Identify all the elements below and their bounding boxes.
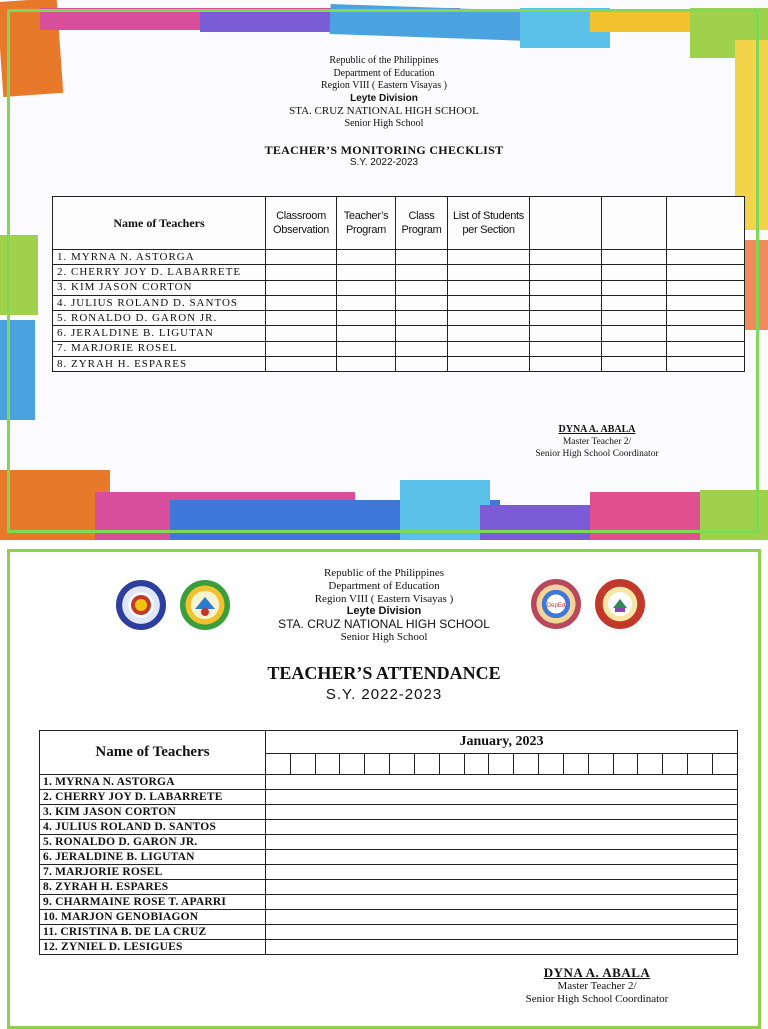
- teacher-name: 5. RONALDO D. GARON JR.: [53, 311, 266, 326]
- teacher-name: 8. ZYRAH H. ESPARES: [40, 880, 266, 895]
- day-cell[interactable]: [489, 754, 514, 775]
- day-cell[interactable]: [414, 754, 439, 775]
- table-header-row: [40, 731, 738, 754]
- letterhead: [0, 567, 768, 644]
- header-line: Classroom: [276, 210, 326, 222]
- check-cell[interactable]: [667, 341, 745, 356]
- signatory-name: DYNA A. ABALA: [543, 965, 651, 980]
- day-cell[interactable]: [613, 754, 638, 775]
- teacher-name: 10. MARJON GENOBIAGON: [40, 910, 266, 925]
- attendance-cell[interactable]: [266, 940, 738, 955]
- check-cell[interactable]: [530, 357, 602, 372]
- check-cell[interactable]: [667, 295, 745, 310]
- day-cell[interactable]: [638, 754, 663, 775]
- attendance-cell[interactable]: [266, 775, 738, 790]
- header-line: List of Students: [452, 210, 525, 222]
- check-cell[interactable]: [448, 295, 530, 310]
- table-row: [40, 850, 738, 865]
- table-row: [40, 880, 738, 895]
- teacher-name: 3. KIM JASON CORTON: [40, 805, 266, 820]
- table-row: [40, 895, 738, 910]
- attendance-cell[interactable]: [266, 895, 738, 910]
- check-cell[interactable]: [396, 341, 448, 356]
- teacher-name: 6. JERALDINE B. LIGUTAN: [40, 850, 266, 865]
- check-cell[interactable]: [667, 280, 745, 295]
- teacher-name: 12. ZYNIEL D. LESIGUES: [40, 940, 266, 955]
- letterhead: [0, 55, 768, 130]
- signatory-position: Senior High School Coordinator: [535, 449, 659, 459]
- check-cell[interactable]: [667, 311, 745, 326]
- check-cell[interactable]: [337, 341, 396, 356]
- check-cell[interactable]: [266, 280, 337, 295]
- check-cell[interactable]: [448, 341, 530, 356]
- check-cell[interactable]: [602, 265, 667, 280]
- teacher-name: 4. JULIUS ROLAND D. SANTOS: [40, 820, 266, 835]
- month-header: January, 2023: [266, 731, 738, 754]
- day-cell[interactable]: [514, 754, 539, 775]
- check-cell[interactable]: [448, 250, 530, 265]
- header-line: Class: [408, 210, 435, 222]
- table-row: [53, 357, 745, 372]
- check-cell[interactable]: [266, 311, 337, 326]
- column-header-blank: [667, 197, 745, 250]
- check-cell[interactable]: [448, 357, 530, 372]
- check-cell[interactable]: [602, 341, 667, 356]
- signatory-block: [497, 966, 697, 1007]
- signatory-name: DYNA A. ABALA: [558, 424, 636, 435]
- day-cell[interactable]: [712, 754, 737, 775]
- check-cell[interactable]: [667, 357, 745, 372]
- day-cell[interactable]: [688, 754, 713, 775]
- teacher-name: 7. MARJORIE ROSEL: [40, 865, 266, 880]
- attendance-cell[interactable]: [266, 835, 738, 850]
- day-cell[interactable]: [464, 754, 489, 775]
- check-cell[interactable]: [530, 250, 602, 265]
- teacher-name: 2. CHERRY JOY D. LABARRETE: [40, 790, 266, 805]
- attendance-cell[interactable]: [266, 850, 738, 865]
- letterhead-school: STA. CRUZ NATIONAL HIGH SCHOOL: [278, 617, 490, 632]
- table-row: [40, 910, 738, 925]
- check-cell[interactable]: [337, 311, 396, 326]
- table-row: [40, 805, 738, 820]
- signatory-position: Master Teacher 2/: [562, 437, 632, 447]
- attendance-cell[interactable]: [266, 865, 738, 880]
- check-cell[interactable]: [530, 280, 602, 295]
- check-cell[interactable]: [602, 311, 667, 326]
- table-row: [40, 925, 738, 940]
- letterhead-region: Region VIII ( Eastern Visayas ): [321, 80, 447, 91]
- check-cell[interactable]: [667, 326, 745, 341]
- letterhead-division: Leyte Division: [346, 605, 422, 618]
- check-cell[interactable]: [266, 295, 337, 310]
- check-cell[interactable]: [266, 326, 337, 341]
- decor-left-shape: [0, 320, 35, 420]
- header-line: Program: [401, 224, 442, 236]
- teacher-name: 1. MYRNA N. ASTORGA: [40, 775, 266, 790]
- table-row: [53, 341, 745, 356]
- teacher-name: 11. CRISTINA B. DE LA CRUZ: [40, 925, 266, 940]
- letterhead-republic: Republic of the Philippines: [329, 55, 439, 66]
- day-cell[interactable]: [290, 754, 315, 775]
- letterhead-school: STA. CRUZ NATIONAL HIGH SCHOOL: [289, 105, 479, 117]
- check-cell[interactable]: [337, 265, 396, 280]
- check-cell[interactable]: [530, 341, 602, 356]
- table-row: [53, 311, 745, 326]
- day-cell[interactable]: [539, 754, 564, 775]
- column-header-list-of-students: [448, 197, 530, 250]
- check-cell[interactable]: [266, 341, 337, 356]
- teacher-name: 4. JULIUS ROLAND D. SANTOS: [53, 295, 266, 310]
- attendance-cell[interactable]: [266, 805, 738, 820]
- day-cell[interactable]: [340, 754, 365, 775]
- decor-left-shape: [0, 235, 38, 315]
- teacher-name: 3. KIM JASON CORTON: [53, 280, 266, 295]
- check-cell[interactable]: [448, 311, 530, 326]
- column-header-name: Name of Teachers: [40, 731, 266, 775]
- check-cell[interactable]: [602, 326, 667, 341]
- page-title: TEACHER’S MONITORING CHECKLIST: [264, 143, 504, 157]
- check-cell[interactable]: [266, 250, 337, 265]
- check-cell[interactable]: [396, 280, 448, 295]
- table-row: [53, 326, 745, 341]
- decor-bottom-band-shape: [700, 490, 768, 540]
- check-cell[interactable]: [337, 280, 396, 295]
- check-cell[interactable]: [396, 265, 448, 280]
- signatory-block: [507, 424, 687, 460]
- svg-text:DepEd: DepEd: [546, 603, 566, 609]
- signatory-position: Senior High School Coordinator: [525, 993, 669, 1005]
- letterhead-department: Department of Education: [328, 579, 440, 592]
- check-cell[interactable]: [448, 265, 530, 280]
- teacher-name: 8. ZYRAH H. ESPARES: [53, 357, 266, 372]
- attendance-page: [0, 540, 768, 1024]
- check-cell[interactable]: [337, 295, 396, 310]
- check-cell[interactable]: [602, 250, 667, 265]
- attendance-cell[interactable]: [266, 925, 738, 940]
- letterhead-region: Region VIII ( Eastern Visayas ): [314, 592, 454, 605]
- check-cell[interactable]: [667, 265, 745, 280]
- check-cell[interactable]: [448, 326, 530, 341]
- check-cell[interactable]: [602, 280, 667, 295]
- check-cell[interactable]: [396, 295, 448, 310]
- check-cell[interactable]: [396, 311, 448, 326]
- column-header-teachers-program: [337, 197, 396, 250]
- teacher-name: 9. CHARMAINE ROSE T. APARRI: [40, 895, 266, 910]
- check-cell[interactable]: [396, 326, 448, 341]
- day-cell[interactable]: [439, 754, 464, 775]
- check-cell[interactable]: [266, 265, 337, 280]
- header-line: Observation: [272, 224, 329, 236]
- letterhead-republic: Republic of the Philippines: [323, 567, 445, 579]
- school-year: S.Y. 2022-2023: [325, 686, 443, 703]
- attendance-table: [39, 730, 738, 955]
- table-row: [40, 835, 738, 850]
- table-row: [40, 865, 738, 880]
- attendance-cell[interactable]: [266, 790, 738, 805]
- column-header-blank: [602, 197, 667, 250]
- day-cell[interactable]: [315, 754, 340, 775]
- teacher-name: 2. CHERRY JOY D. LABARRETE: [53, 265, 266, 280]
- letterhead-dept: Senior High School: [344, 117, 424, 129]
- table-row: [40, 775, 738, 790]
- table-row: [40, 790, 738, 805]
- header-line: per Section: [462, 224, 515, 236]
- teacher-name: 5. RONALDO D. GARON JR.: [40, 835, 266, 850]
- table-row: [53, 295, 745, 310]
- check-cell[interactable]: [667, 250, 745, 265]
- header-line: Program: [345, 224, 387, 236]
- attendance-cell[interactable]: [266, 880, 738, 895]
- day-cell[interactable]: [663, 754, 688, 775]
- teacher-name: 7. MARJORIE ROSEL: [53, 341, 266, 356]
- attendance-cell[interactable]: [266, 910, 738, 925]
- column-header-blank: [530, 197, 602, 250]
- decor-bottom-band-shape: [400, 480, 490, 540]
- decor-bottom-band-shape: [0, 470, 110, 540]
- table-row: [53, 265, 745, 280]
- column-header-name: Name of Teachers: [53, 197, 266, 250]
- check-cell[interactable]: [530, 326, 602, 341]
- check-cell[interactable]: [266, 357, 337, 372]
- monitoring-table: [52, 196, 745, 372]
- check-cell[interactable]: [530, 295, 602, 310]
- header-line: Teacher’s: [343, 210, 389, 222]
- letterhead-department: Department of Education: [333, 67, 435, 79]
- table-row: [40, 940, 738, 955]
- teacher-name: 6. JERALDINE B. LIGUTAN: [53, 326, 266, 341]
- check-cell[interactable]: [602, 295, 667, 310]
- letterhead-dept: Senior High School: [340, 630, 428, 643]
- letterhead-division: Leyte Division: [350, 92, 418, 104]
- check-cell[interactable]: [396, 357, 448, 372]
- column-header-class-program: [396, 197, 448, 250]
- decor-bottom-band-shape: [590, 492, 710, 540]
- decor-bottom-band-shape: [480, 505, 600, 540]
- signatory-position: Master Teacher 2/: [557, 979, 637, 992]
- check-cell[interactable]: [602, 357, 667, 372]
- check-cell[interactable]: [530, 311, 602, 326]
- page-title: TEACHER’S ATTENDANCE: [267, 663, 501, 683]
- table-row: [40, 820, 738, 835]
- check-cell[interactable]: [448, 280, 530, 295]
- day-cell[interactable]: [365, 754, 390, 775]
- column-header-classroom-observation: [266, 197, 337, 250]
- table-row: [53, 250, 745, 265]
- check-cell[interactable]: [337, 250, 396, 265]
- table-row: [53, 280, 745, 295]
- check-cell[interactable]: [396, 250, 448, 265]
- day-cell[interactable]: [390, 754, 415, 775]
- check-cell[interactable]: [530, 265, 602, 280]
- day-cell[interactable]: [266, 754, 291, 775]
- day-cell[interactable]: [563, 754, 588, 775]
- day-cell[interactable]: [588, 754, 613, 775]
- school-year: S.Y. 2022-2023: [349, 157, 419, 168]
- teacher-name: 1. MYRNA N. ASTORGA: [53, 250, 266, 265]
- table-header-row: [53, 197, 745, 250]
- check-cell[interactable]: [337, 326, 396, 341]
- attendance-cell[interactable]: [266, 820, 738, 835]
- check-cell[interactable]: [337, 357, 396, 372]
